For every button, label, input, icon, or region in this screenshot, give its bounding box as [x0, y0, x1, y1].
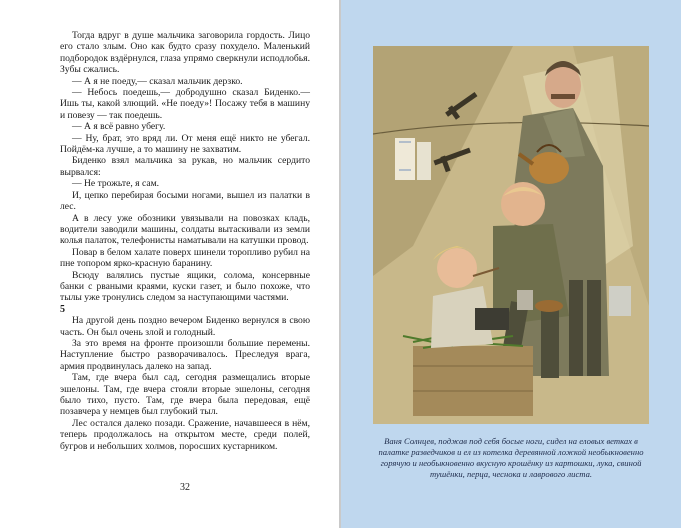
paragraph: — А я всё равно убегу. — [72, 121, 166, 133]
hanging-towel — [395, 138, 415, 180]
bucket-icon — [609, 286, 631, 316]
illustration — [373, 46, 649, 424]
paragraph: И, цепко перебирая босыми ногами, вышел из палатки в лес. — [60, 189, 310, 213]
paragraph: — Не трожьте, я сам. — [72, 178, 160, 190]
paragraph: Там, где вчера был сад, сегодня размещались вторые эшелоны. Там, где вчера стояли вторые эшелоны, сегодня было тихо, пусто. Там, где вчера была передовая, ещё позавчера у немцев был глубокий тыл. — [60, 372, 310, 418]
paragraph: За это время на фронте произошли большие перемены. Наступление быстро разворачивалось. Преследуя врага, армия продвинулась далеко на запад. — [60, 337, 310, 372]
hanging-cloth — [417, 142, 431, 180]
left-page — [0, 0, 340, 528]
small-boy-face — [437, 248, 477, 288]
paragraph: Всюду валялись пустые ящики, солома, консервные банки с рваными краями, куски газет, и было похоже, что тылы уже тронулись следом за наступающими частями. — [60, 269, 310, 304]
tent-scene-illustration — [373, 46, 649, 424]
mess-tin-icon — [475, 308, 509, 330]
paragraph: — Небось поедешь,— добродушно сказал Биденко.— Ишь ты, какой злющий. «Не поеду»! Посажу тебя в машину и повезу — так поедешь. — [60, 87, 310, 121]
paragraph: — Ну, брат, это вряд ли. От меня ещё никто не убегал. Пойдём-ка лучше, а то машину не захватим. — [60, 132, 310, 156]
mug-icon — [517, 290, 533, 310]
paragraph: — А я не поеду,— сказал мальчик дерзко. — [72, 75, 243, 87]
illustration-caption: Ваня Солнцев, поджав под себя босые ноги, сидел на еловых ветках в палатке разведчиков и ел из котелка деревянной ложкой необыкновенно горячую и необыкновенно вкусную крошёнку из картошки, лука, свиной тушёнки, перца, чеснока и лаврового листа. — [378, 436, 644, 479]
paragraph: Лес остался далеко позади. Сражение, начавшееся в нём, теперь продолжалось на открытом месте, среди полей, бугров и небольших холмов, поросших кустарником. — [60, 417, 310, 452]
chapter-number: 5 — [60, 303, 65, 315]
paragraph: Повар в белом халате поверх шинели торопливо рубил на пне топором ярко-красную баранину. — [60, 246, 310, 270]
paragraph: На другой день поздно вечером Биденко вернулся в свою часть. Он был очень злой и голодный. — [60, 315, 310, 338]
story-text — [60, 30, 310, 452]
bread-icon — [535, 300, 563, 312]
crate — [413, 346, 533, 416]
paragraph: Тогда вдруг в душе мальчика заговорила гордость. Лицо его стало злым. Оно как будто сразу похудело. Маленький подбородок вздёрнулся, глаза упрямо сверкнули исподлобья. Зубы сжались. — [60, 30, 310, 76]
paragraph: А в лесу уже обозники увязывали на повозках кладь, водители заводили машины, солдаты вытаскивали из земли колья палаток, телефонисты наматывали на катушки провод. — [60, 212, 310, 247]
paragraph: Биденко взял мальчика за рукав, но мальчик сердито вырвался: — [60, 155, 310, 178]
page-number: 32 — [180, 482, 190, 493]
